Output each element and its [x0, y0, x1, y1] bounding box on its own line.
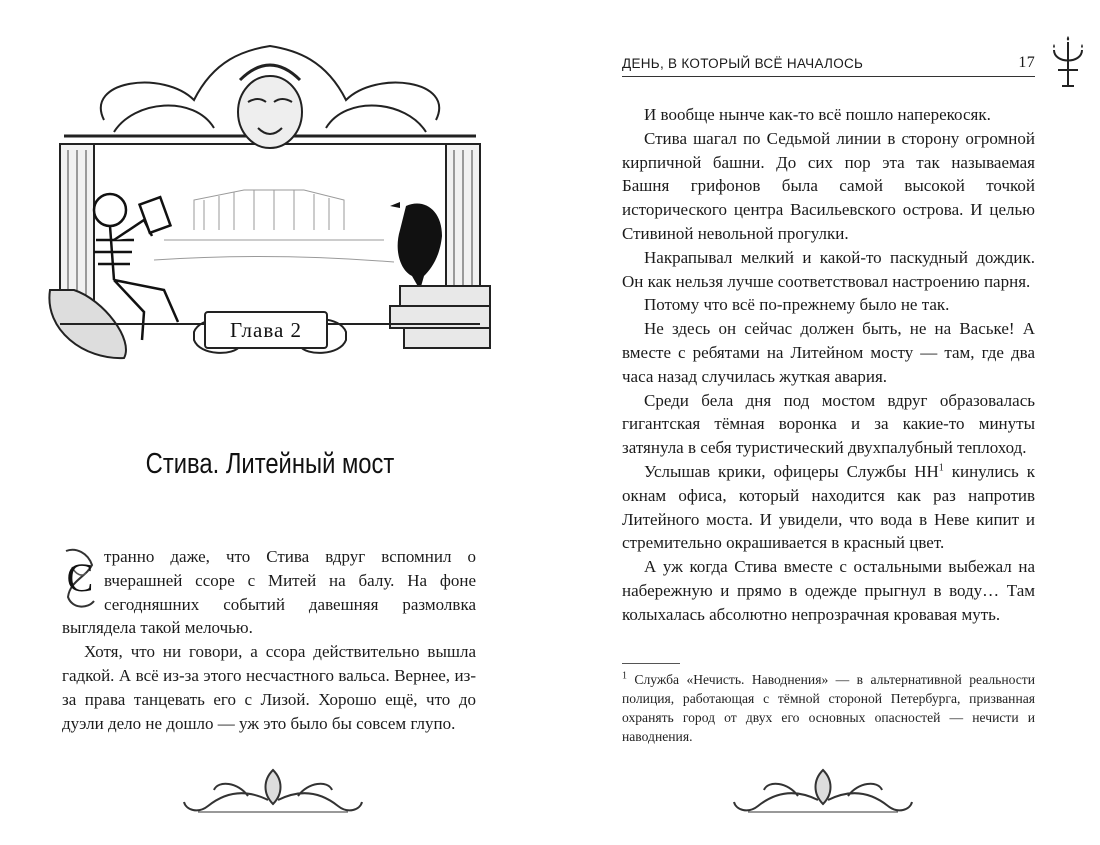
- right-body-text: [622, 103, 1035, 627]
- left-paragraph-1-text: транно даже, что Стива вдруг вспомнил о вчерашней ссоре с Митей на балу. На фоне сегодняшних событий давешняя размолвка выглядела такой мелочью.: [62, 547, 476, 638]
- right-page: [550, 0, 1100, 845]
- p7-text-after: кинулись к окнам офиса, который находится как раз напротив Литейного моста. И увидели, что вода в Неве кипит и стремительно окрашивается в красный цвет.: [622, 461, 1035, 553]
- right-paragraph-3: Накрапывал мелкий и какой-то паскудный дождик. Он как нельзя лучше соответствовал настроению парня.: [622, 247, 1035, 291]
- right-paragraph-1: И вообще нынче как-то всё пошло наперекосяк.: [644, 105, 991, 124]
- right-paragraph-7: [622, 460, 1035, 555]
- chapter-label: Глава 2: [229, 317, 303, 342]
- scroll-ornament-icon: [728, 760, 918, 820]
- footnote-text: Служба «Нечисть. Наводнения» — в альтернативной реальности полиция, работающая с тёмной стороной Петербурга, призванная охранять город от двух его основных опасностей — нечисти и наводнения.: [622, 672, 1035, 744]
- page-number: 17: [1018, 54, 1035, 71]
- left-body-text: [62, 545, 476, 735]
- footnote-mark: 1: [622, 670, 627, 682]
- right-paragraph-5: Не здесь он сейчас должен быть, не на Ваське! А вместе с ребятами на Литейном мосту — там, где два часа назад случилась жуткая авария.: [622, 319, 1035, 386]
- scroll-ornament-icon: [178, 760, 368, 820]
- dropcap-ornament-icon: [62, 547, 98, 613]
- right-paragraph-6: Среди бела дня под мостом вдруг образовалась гигантская тёмная воронка и за какие-то минуты затянула в себя туристический двухпалубный теплоход.: [622, 390, 1035, 458]
- p7-text-before: Услышав крики, офицеры Службы НН: [644, 461, 939, 481]
- right-paragraph-8: А уж когда Стива вместе с остальными выбежал на набережную и прямо в одежде прыгнул в воду… Там колыхалась абсолютно непрозрачная кровавая муть.: [622, 557, 1035, 624]
- running-head-title: ДЕНЬ, В КОТОРЫЙ ВСЁ НАЧАЛОСЬ: [622, 56, 864, 71]
- chapter-title: Стива. Литейный мост: [145, 448, 395, 480]
- running-head: [622, 56, 1035, 77]
- footnote-divider: [622, 663, 680, 664]
- right-paragraph-2: Стива шагал по Седьмой линии в сторону огромной кирпичной башни. До сих пор эта так называемая Башня грифонов была самой высокой точкой исторического центра Васильевского острова. И целью Стивиной невольной прогулки.: [622, 128, 1035, 243]
- left-paragraph-1: [62, 545, 476, 640]
- right-paragraph-4: Потому что всё по-прежнему было не так.: [644, 295, 950, 315]
- footnote: [622, 670, 1035, 746]
- dropcap-letter: С: [66, 555, 94, 600]
- footnote-reference[interactable]: 1: [938, 462, 944, 474]
- left-paragraph-2: Хотя, что ни говори, а ссора действительно вышла гадкой. А всё из-за этого несчастного вальса. Вернее, из-за права танцевать его с Лизой. Хорошо ещё, что до дуэли дело не дошло — уж это было бы совсем глупо.: [62, 642, 476, 733]
- mascaron-face-icon: [238, 65, 302, 148]
- candelabra-crest-icon: [1048, 36, 1088, 92]
